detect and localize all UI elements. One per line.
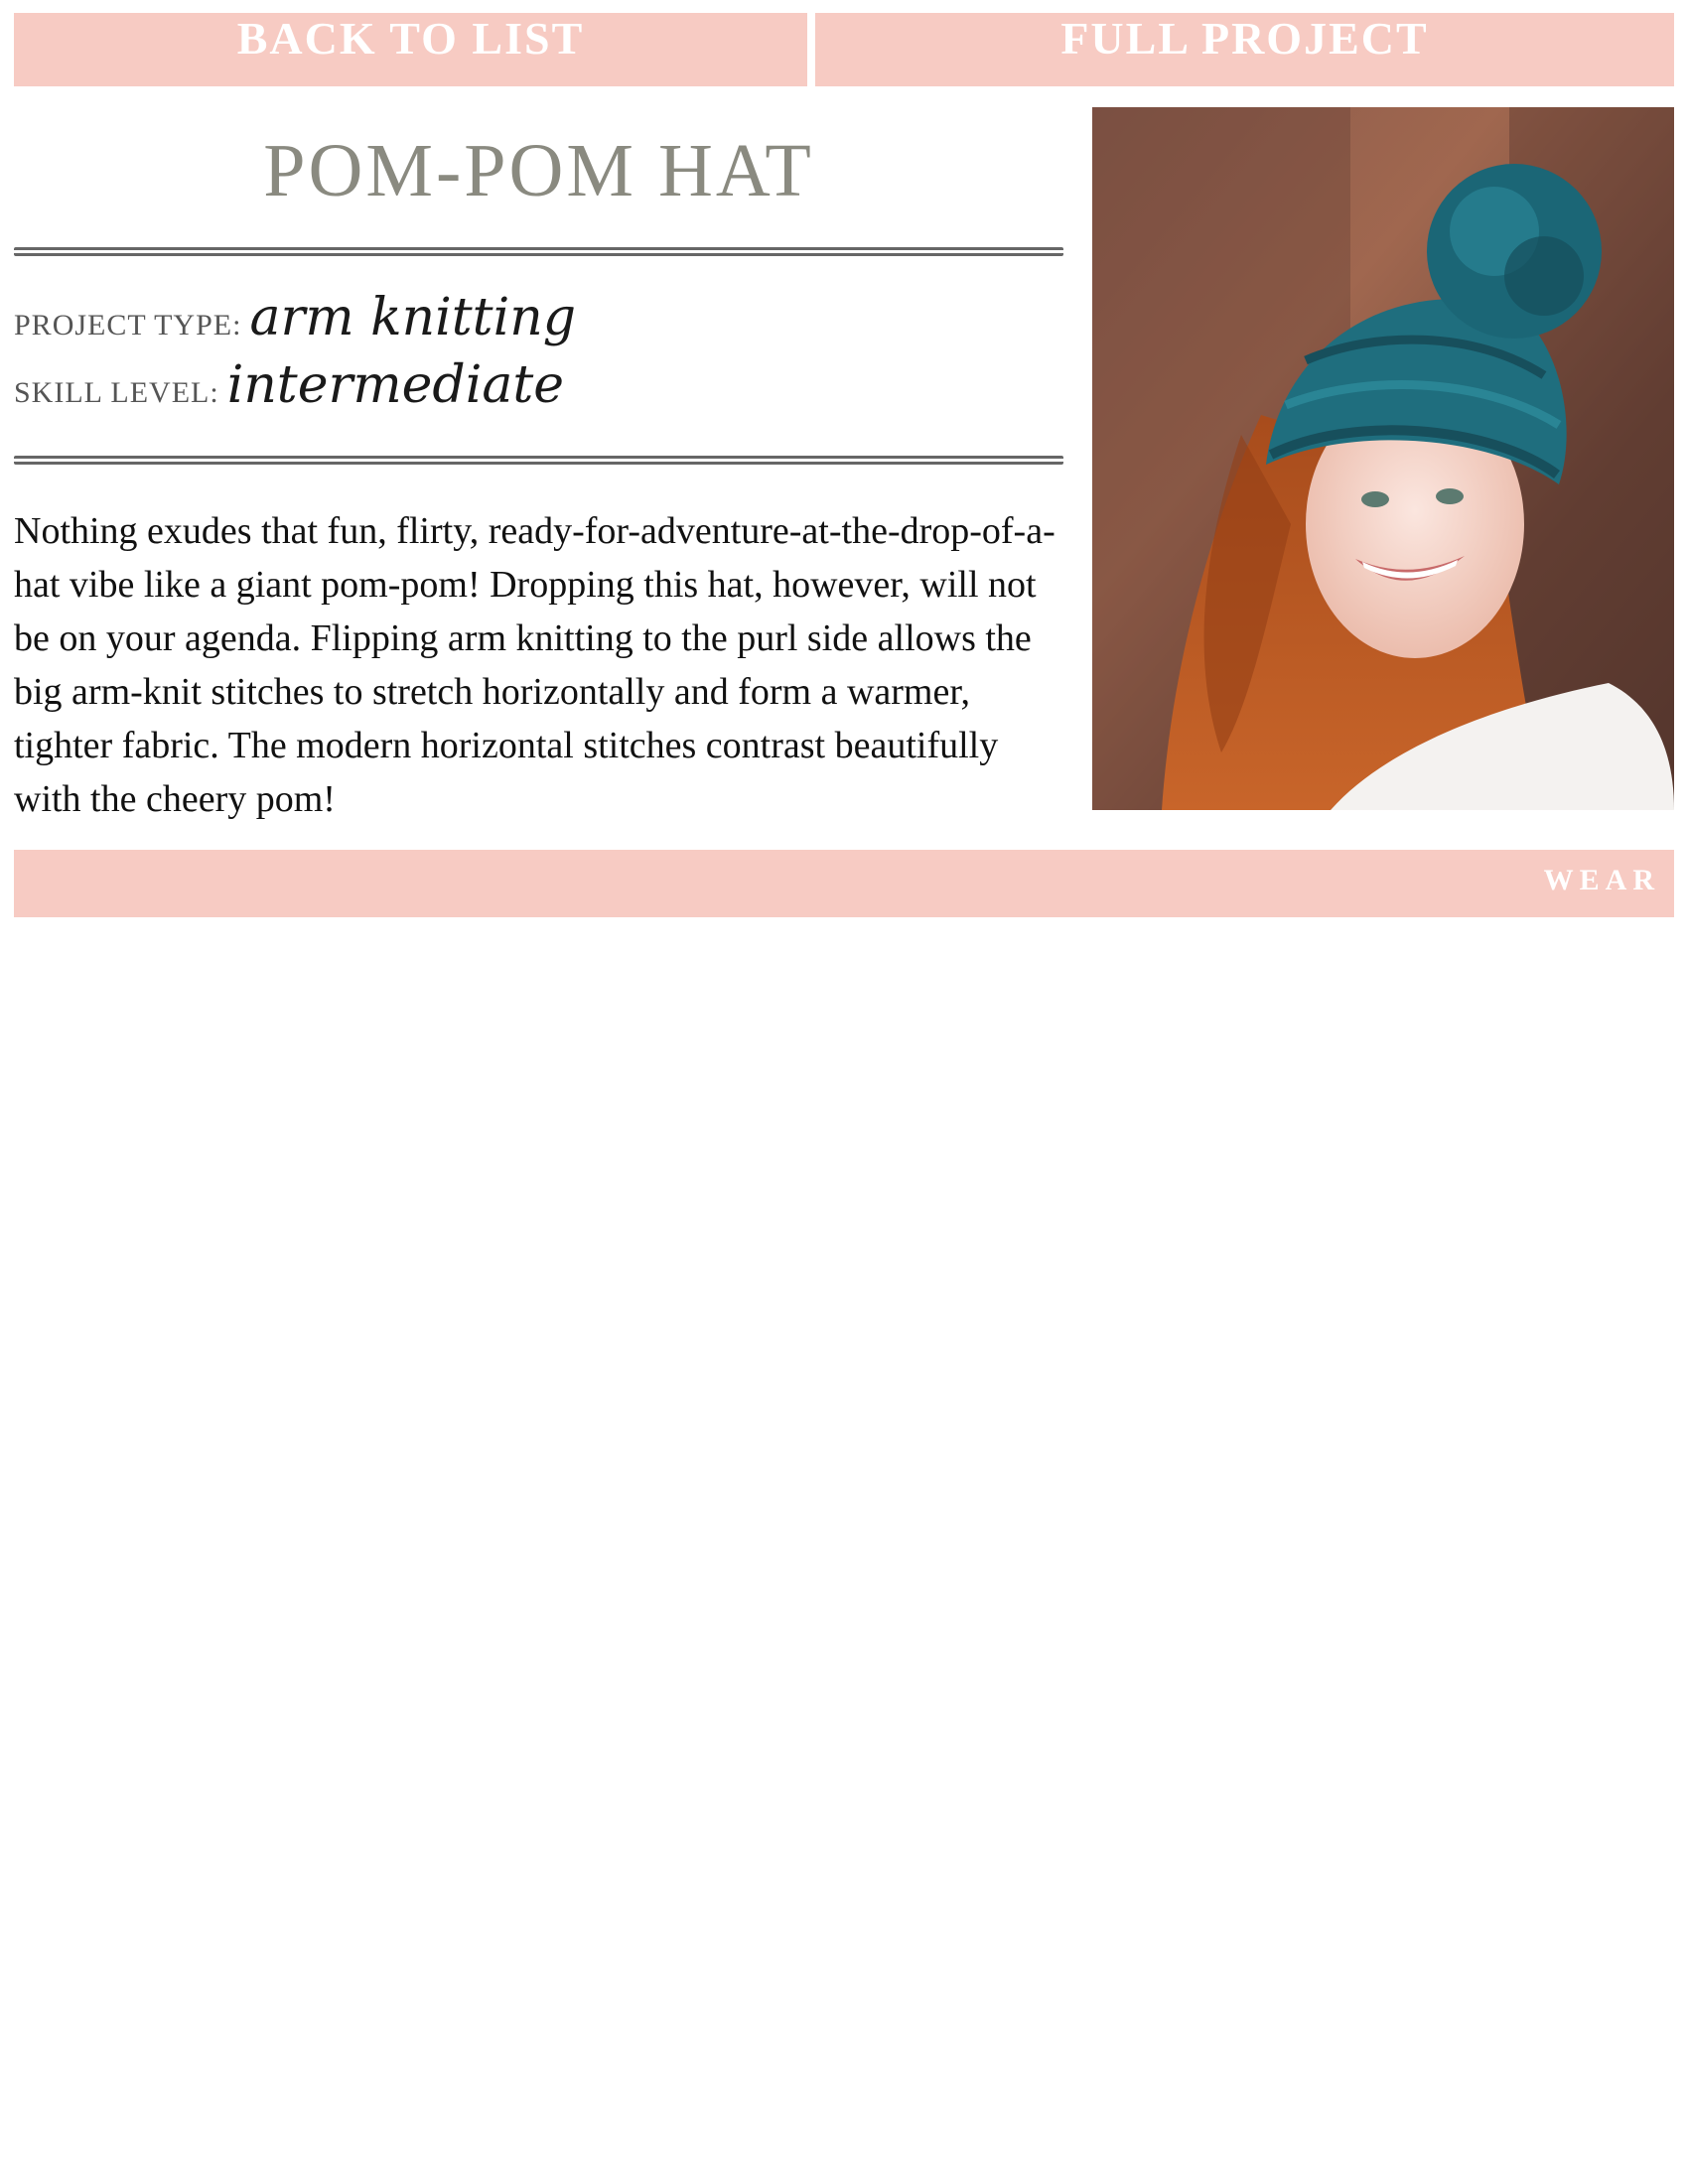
- back-to-list-button[interactable]: BACK TO LIST: [14, 13, 807, 86]
- full-project-button[interactable]: FULL PROJECT: [815, 13, 1674, 86]
- skill-level-label: SKILL LEVEL:: [14, 376, 219, 409]
- project-type-value: arm knitting: [249, 288, 576, 347]
- skill-level-row: [14, 355, 1063, 415]
- project-photo: [1092, 107, 1674, 810]
- category-label: WEAR: [1543, 864, 1660, 896]
- divider-bottom: [14, 456, 1063, 465]
- project-type-label: PROJECT TYPE:: [14, 309, 242, 341]
- category-bar: [14, 850, 1674, 917]
- project-description: Nothing exudes that fun, flirty, ready-for-adventure-at-the-drop-of-a-hat vibe like a giant pom-pom! Dropping this hat, however, will not be on your agenda. Flipping arm knitting to the purl side allows the big arm-knit stitches to stretch horizontally and form a warmer, tighter fabric. The modern horizontal stitches contrast beautifully with the cheery pom!: [14, 510, 1055, 820]
- project-type-row: [14, 288, 1063, 347]
- divider-top: [14, 247, 1063, 256]
- page-title: POM-POM HAT: [263, 129, 814, 212]
- skill-level-value: intermediate: [226, 355, 565, 415]
